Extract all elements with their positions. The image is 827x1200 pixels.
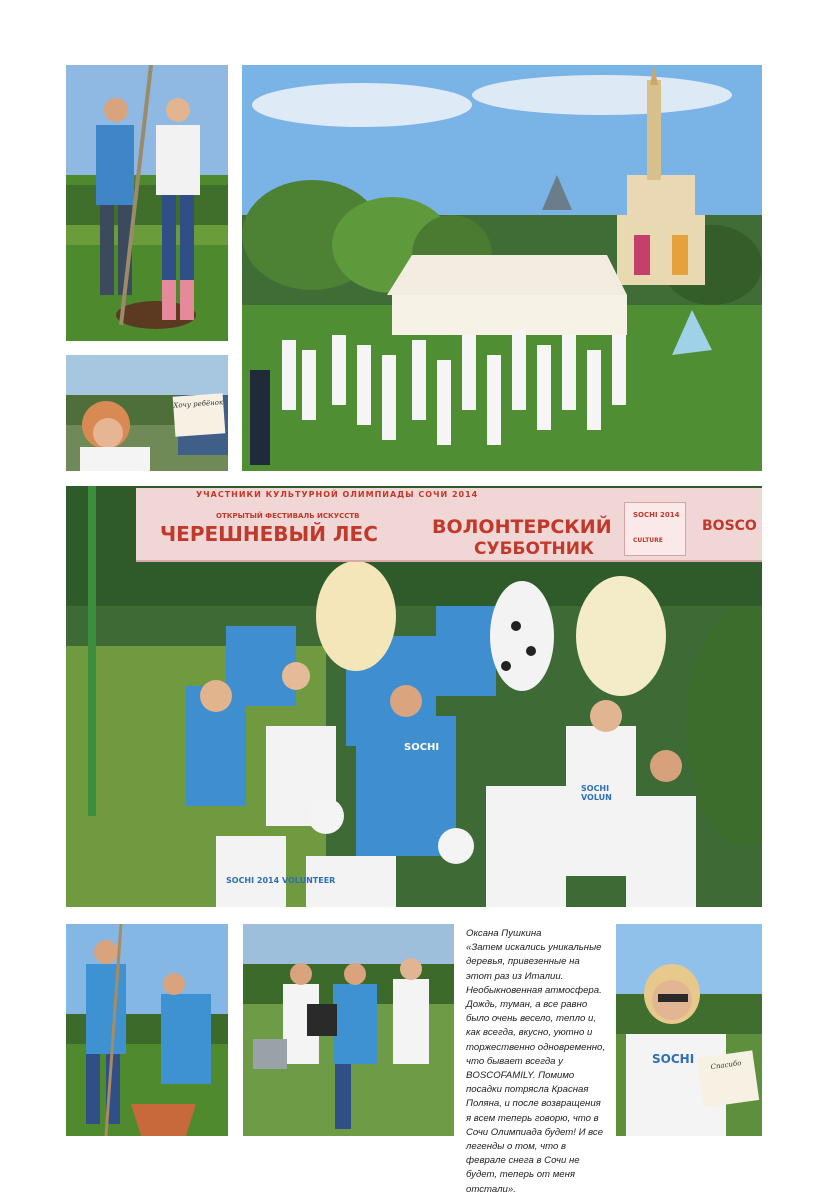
quote-text: «Затем искались уникальные деревья, привезенные на этот раз из Италии. Необыкновенная атмосфера. Дождь, туман, а все равно было очень весело, тепло и, как всегда, вкусно, уютно и торжественно одновременно, что бывает всегда у BOSCOFAMILY. Помимо посадки потрясла Красная Поляна, и после возвращения я всем теперь говорю, что в Сочи Олимпиада будет! И все легенды о том, что в феврале снега в Сочи не будет, теперь от меня отстали». (466, 942, 606, 1195)
shirt-print: SOCHI (404, 742, 440, 753)
event-banner (136, 488, 762, 562)
shirt-print: SOCHI VOLUN (581, 784, 612, 802)
photo-group-with-bucket (243, 924, 454, 1136)
photo-man-planting (66, 924, 228, 1136)
banner-sub-line: ОТКРЫТЫЙ ФЕСТИВАЛЬ ИСКУССТВ (216, 512, 360, 520)
quote-caption (466, 927, 606, 1195)
banner-top-line: УЧАСТНИКИ КУЛЬТУРНОЙ ОЛИМПИАДЫ СОЧИ 2014 (196, 490, 479, 499)
quote-author: Оксана Пушкина (466, 928, 542, 939)
handwritten-note: Спасибо (697, 1050, 759, 1107)
bosco-logo: BOSCO (702, 518, 757, 534)
photo-woman-with-sign (66, 355, 228, 471)
shirt-print: SOCHI (652, 1052, 695, 1066)
photo-brass-band (242, 65, 762, 471)
banner-title-right-2: СУББОТНИК (474, 539, 594, 559)
handwritten-sign: Хочу ребёнок (173, 393, 226, 436)
banner-title-left: ЧЕРЕШНЕВЫЙ ЛЕС (160, 522, 378, 546)
photo-woman-with-note (616, 924, 762, 1136)
photo-couple-planting (66, 65, 228, 341)
shirt-print: SOCHI 2014 VOLUNTEER (226, 876, 336, 885)
banner-title-right-1: ВОЛОНТЕРСКИЙ (432, 516, 612, 538)
photo-volunteer-crowd (66, 486, 762, 907)
sochi-logo: SOCHI 2014 CULTURE (624, 502, 686, 556)
